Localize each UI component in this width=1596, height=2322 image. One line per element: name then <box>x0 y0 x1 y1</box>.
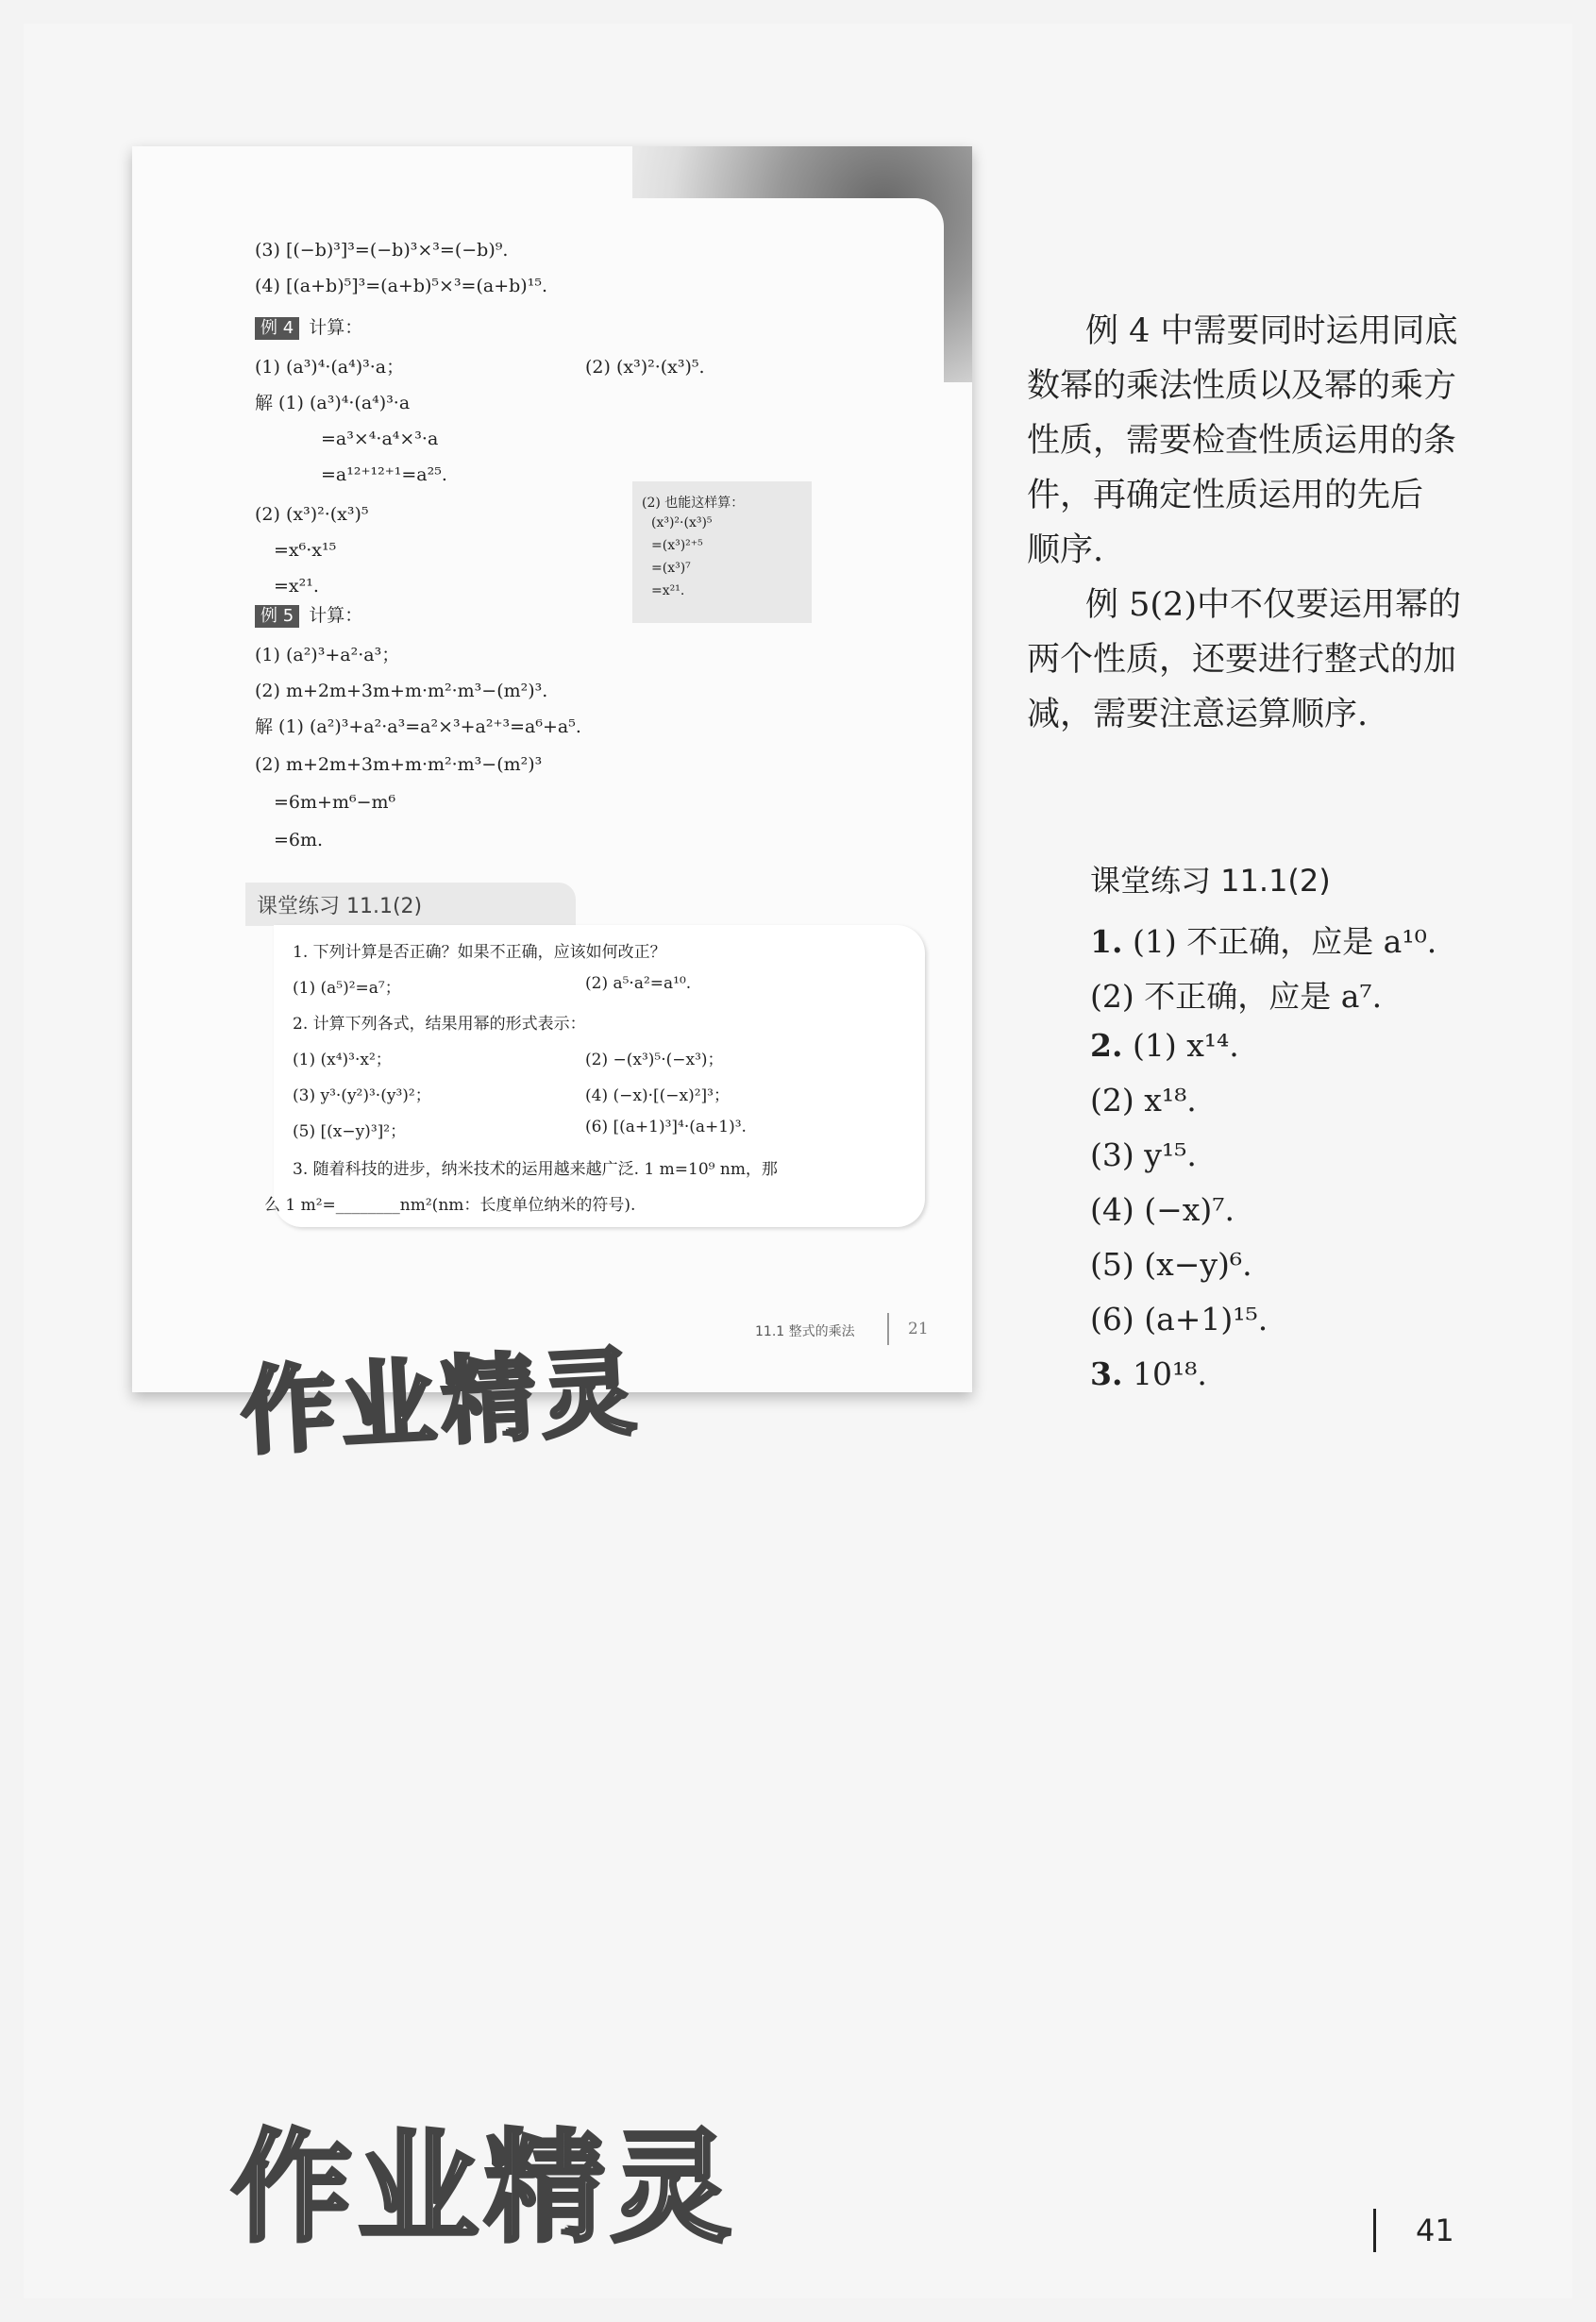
page-number-divider <box>1373 2209 1376 2252</box>
answers-title: 课堂练习 11.1(2) <box>1090 863 1331 899</box>
footer-section: 11.1 整式的乘法 <box>755 1324 855 1339</box>
watermark: 作业精灵 <box>231 2118 738 2259</box>
exercise-line: 么 1 m²=________nm²(nm：长度单位纳米的符号). <box>264 1196 636 1215</box>
footer-page-number: 21 <box>908 1320 929 1338</box>
example-4-heading: 例 4 计算： <box>255 316 362 340</box>
solution-line: =a³×⁴·a⁴×³·a <box>321 429 439 449</box>
exercise-line: (2) a⁵·a²=a¹⁰. <box>585 974 692 993</box>
solution-line: =x²¹. <box>274 576 319 597</box>
answer-line: (3) y¹⁵. <box>1090 1136 1197 1173</box>
exercise-line: (3) y³·(y²)³·(y³)²； <box>293 1086 431 1105</box>
commentary-line: 减，需要注意运算顺序. <box>1027 696 1369 733</box>
answer-line: (2) 不正确，应是 a⁷. <box>1090 978 1383 1015</box>
answer-line: (5) (x−y)⁶. <box>1090 1246 1252 1283</box>
commentary-line: 性质，需要检查性质运用的条 <box>1027 422 1457 460</box>
side-note-box: (2) 也能这样算： (x³)²·(x³)⁵ =(x³)²⁺⁵ =(x³)⁷ =x²¹. <box>632 481 812 623</box>
commentary-line: 数幂的乘法性质以及幂的乘方 <box>1027 367 1457 405</box>
solution-line: 解 (1) (a³)⁴·(a⁴)³·a <box>255 393 411 413</box>
textbook-page-image <box>132 146 972 1392</box>
problem-line: (1) (a³)⁴·(a⁴)³·a； <box>255 357 405 378</box>
example-5-tag: 例 5 <box>255 605 299 628</box>
solution-line: =x⁶·x¹⁵ <box>274 540 337 561</box>
exercise-line: (1) (x⁴)³·x²； <box>293 1051 392 1069</box>
solution-line: (3) [(−b)³]³=(−b)³×³=(−b)⁹. <box>255 240 509 261</box>
exercise-line: (1) (a⁵)²=a⁷； <box>293 979 401 998</box>
solution-line: (2) (x³)²·(x³)⁵ <box>255 504 369 525</box>
problem-line: (2) (x³)²·(x³)⁵. <box>585 357 705 378</box>
solution-line: =a¹²⁺¹²⁺¹=a²⁵. <box>321 464 447 485</box>
answer-line: 1. (1) 不正确，应是 a¹⁰. <box>1090 923 1437 960</box>
solution-line: =6m. <box>274 830 324 850</box>
commentary-line: 两个性质，还要进行整式的加 <box>1027 641 1457 679</box>
exercise-line: 2. 计算下列各式，结果用幂的形式表示： <box>293 1015 586 1034</box>
answer-line: 2. (1) x¹⁴. <box>1090 1027 1239 1064</box>
exercise-line: 3. 随着科技的进步，纳米技术的运用越来越广泛. 1 m=10⁹ nm，那 <box>293 1160 778 1179</box>
exercise-line: 1. 下列计算是否正确？如果不正确，应该如何改正？ <box>293 943 666 962</box>
answer-line: (6) (a+1)¹⁵. <box>1090 1301 1268 1338</box>
example-4-tag: 例 4 <box>255 317 299 340</box>
answer-line: (2) x¹⁸. <box>1090 1082 1197 1119</box>
exercise-box <box>245 883 925 1241</box>
exercise-title: 课堂练习 11.1(2) <box>257 895 423 918</box>
solution-line: (2) m+2m+3m+m·m²·m³−(m²)³ <box>255 754 543 775</box>
exercise-line: (5) [(x−y)³]²； <box>293 1122 407 1141</box>
commentary-line: 例 5(2)中不仅要运用幂的 <box>1085 586 1461 624</box>
commentary-line: 顺序. <box>1027 531 1104 569</box>
commentary-line: 例 4 中需要同时运用同底 <box>1085 312 1458 350</box>
solution-line: (4) [(a+b)⁵]³=(a+b)⁵×³=(a+b)¹⁵. <box>255 276 547 296</box>
example-5-heading: 例 5 计算： <box>255 604 362 628</box>
commentary-line: 件，再确定性质运用的先后 <box>1027 477 1424 514</box>
exercise-line: (6) [(a+1)³]⁴·(a+1)³. <box>585 1118 747 1136</box>
problem-line: (2) m+2m+3m+m·m²·m³−(m²)³. <box>255 681 548 701</box>
solution-line: 解 (1) (a²)³+a²·a³=a²×³+a²⁺³=a⁶+a⁵. <box>255 716 581 737</box>
exercise-line: (4) (−x)·[(−x)²]³； <box>585 1086 730 1105</box>
footer-divider <box>887 1313 889 1345</box>
watermark: 作业精灵 <box>238 1336 645 1469</box>
answer-line: 3. 10¹⁸. <box>1090 1355 1207 1392</box>
answer-line: (4) (−x)⁷. <box>1090 1191 1235 1228</box>
page-number: 41 <box>1416 2213 1454 2248</box>
solution-line: =6m+m⁶−m⁶ <box>274 792 396 813</box>
exercise-line: (2) −(x³)⁵·(−x³)； <box>585 1051 724 1069</box>
problem-line: (1) (a²)³+a²·a³； <box>255 645 400 665</box>
